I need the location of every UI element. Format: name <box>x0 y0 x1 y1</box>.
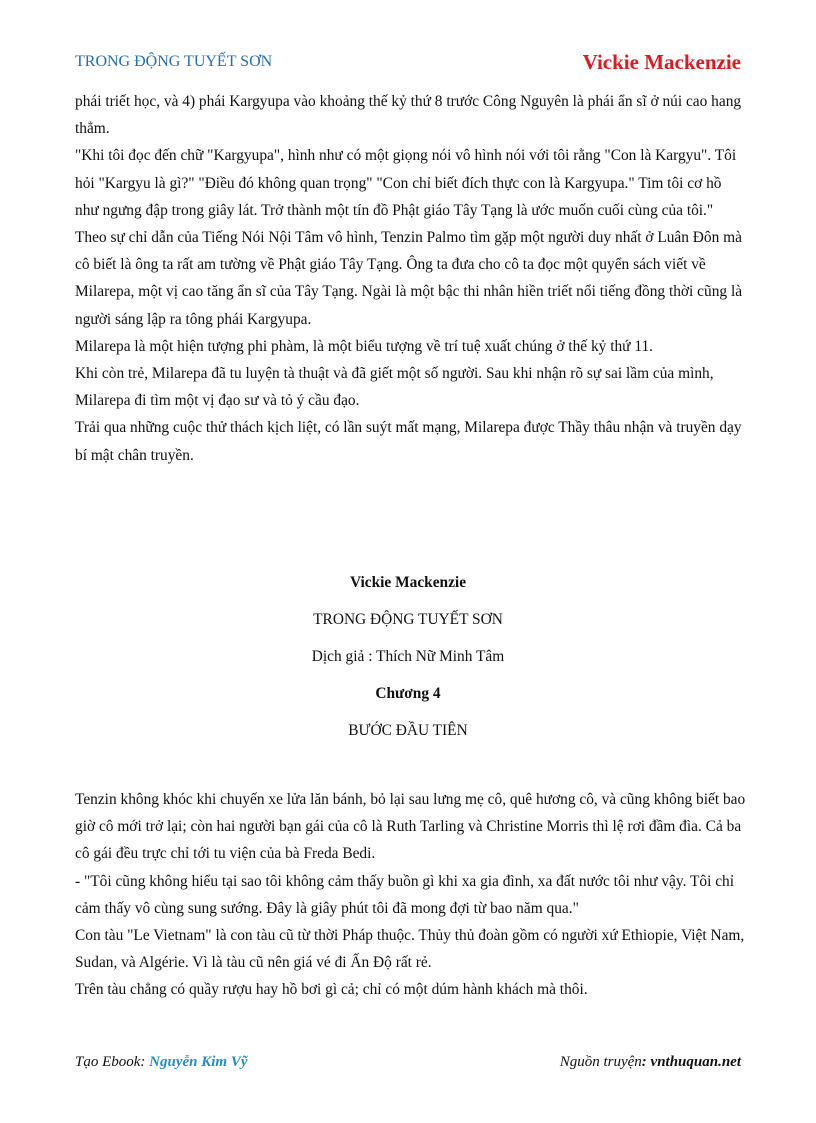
footer-ebook-credit <box>75 1054 248 1071</box>
footer-ebook-label: Tạo Ebook <box>75 1054 141 1070</box>
footer-ebook-creator: Nguyễn Kim Vỹ <box>149 1054 248 1070</box>
paragraph: Trải qua những cuộc thử thách kịch liệt, có lần suýt mất mạng, Milarepa được Thầy thâu nhận và truyền dạy bí mật chân truyền. <box>75 419 742 464</box>
footer-separator: : <box>140 1054 150 1070</box>
paragraph: Khi còn trẻ, Milarepa đã tu luyện tà thuật và đã giết một số người. Sau khi nhận rõ sự sai lầm của mình, Milarepa đi tìm một vị đạo sư và tỏ ý cầu đạo. <box>75 365 714 410</box>
chapter-book-title: TRONG ĐỘNG TUYẾT SƠN <box>313 611 503 628</box>
header-author: Vickie Mackenzie <box>582 50 741 74</box>
header-book-title: TRONG ĐỘNG TUYẾT SƠN <box>75 53 273 70</box>
paragraph: Trên tàu chẳng có quầy rượu hay hồ bơi gì cả; chỉ có một dúm hành khách mà thôi. <box>75 981 588 999</box>
footer-source-label: Nguồn truyện <box>559 1054 642 1070</box>
chapter-translator: Dịch giả : Thích Nữ Minh Tâm <box>311 648 505 665</box>
chapter-heading <box>75 572 741 757</box>
footer-separator: : <box>641 1054 651 1070</box>
footer-source-site: vnthuquan.net <box>650 1054 741 1070</box>
paragraph: Theo sự chỉ dẫn của Tiếng Nói Nội Tâm vô hình, Tenzin Palmo tìm gặp một người duy nhất ở Luân Đôn mà cô biết là ông ta rất am tường về Phật giáo Tây Tạng. Ông ta đưa cho cô ta đọc một quyển sách viết về Milarepa, một vị cao tăng ẩn sĩ của Tây Tạng. Ngài là một bậc thi nhân hiền triết nổi tiếng đồng thời cũng là người sáng lập ra tông phái Kargyupa. <box>75 229 743 328</box>
chapter-label: Chương 4 <box>375 685 441 702</box>
paragraph: "Khi tôi đọc đến chữ "Kargyupa", hình như có một giọng nói vô hình nói với tôi rằng "Con là Kargyu". Tôi hỏi "Kargyu là gì?" "Điều đó không quan trọng" "Con chỉ biết đích thực con là Kargyupa." Tim tôi cơ hồ như ngưng đập trong giây lát. Trở thành một tín đồ Phật giáo Tây Tạng là ước muốn cuối cùng của tôi." <box>75 147 737 219</box>
page-header <box>75 50 741 76</box>
paragraph: phái triết học, và 4) phái Kargyupa vào khoảng thế kỷ thứ 8 trước Công Nguyên là phái ẩn sĩ ở núi cao hang thẳm. <box>75 93 742 138</box>
paragraph: Tenzin không khóc khi chuyến xe lửa lăn bánh, bỏ lại sau lưng mẹ cô, quê hương cô, và cũng không biết bao giờ cô mới trở lại; còn hai người bạn gái của cô là Ruth Tarling và Christine Morris thì lệ rơi đầm đìa. Cả ba cô gái đều trực chỉ tới tu viện của bà Freda Bedi. <box>75 791 746 863</box>
chapter-author: Vickie Mackenzie <box>349 574 467 591</box>
footer-source-credit <box>560 1054 741 1071</box>
page-footer <box>75 1054 741 1076</box>
chapter-title: BƯỚC ĐẦU TIÊN <box>348 722 468 739</box>
paragraph: Con tàu "Le Vietnam" là con tàu cũ từ thời Pháp thuộc. Thủy thủ đoàn gồm có người xứ Ethiopie, Việt Nam, Sudan, và Algérie. Vì là tàu cũ nên giá vé đi Ấn Độ rất rẻ. <box>75 927 745 972</box>
body-text-bottom <box>75 786 747 1004</box>
body-text-top <box>75 88 747 469</box>
paragraph: - "Tôi cũng không hiểu tại sao tôi không cảm thấy buồn gì khi xa gia đình, xa đất nước tôi như vậy. Tôi chỉ cảm thấy vô cùng sung sướng. Đây là giây phút tôi đã mong đợi từ bao năm qua." <box>75 872 735 917</box>
paragraph: Milarepa là một hiện tượng phi phàm, là một biểu tượng về trí tuệ xuất chúng ở thế kỷ thứ 11. <box>75 337 654 355</box>
